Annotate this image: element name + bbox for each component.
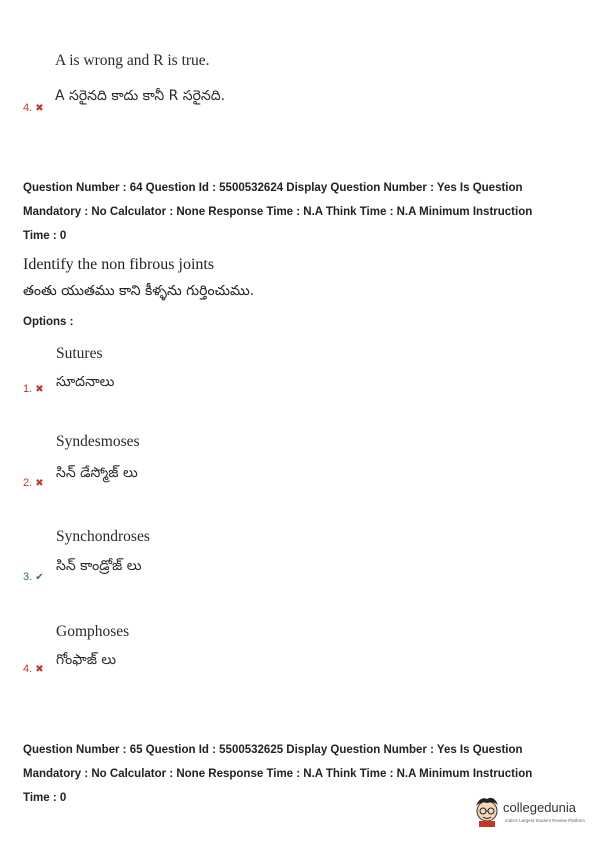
wrong-icon: ✖ [35,478,44,489]
option-1-te: సూదనాలు [56,374,115,390]
mascot-icon [472,793,502,827]
logo-name: collegedunia [503,800,577,815]
option-4-number [23,663,44,675]
option-3-te: సిన్ కాండ్రోజ్ లు [56,558,142,574]
option-4-te: గోంఫాజ్ లు [56,652,117,668]
option-number: 4. [23,102,33,114]
option-3-en: Synchondroses [56,528,150,545]
collegedunia-logo [472,793,590,833]
question-64-meta [23,176,583,248]
question-64-text-te: తంతు యుతము కాని కీళ్ళను గుర్తించుము. [23,283,255,299]
question-64-text-en: Identify the non fibrous joints [23,256,215,273]
meta-line: Mandatory : No Calculator : None Response Time : N.A Think Time : N.A Minimum Instruction [23,206,533,218]
check-icon: ✔ [35,572,44,583]
option-number: 3. [23,571,33,583]
option-4-en: Gomphoses [56,623,130,640]
option-number: 2. [23,477,33,489]
option-2-te: సిన్ డేస్మోజ్ లు [56,465,138,481]
option-1-number [23,383,44,395]
prev-option-te: A సరైనది కాదు కానీ R సరైనది. [55,88,226,104]
prev-option-en: A is wrong and R is true. [55,52,210,69]
option-2-number [23,477,44,489]
option-2-en: Syndesmoses [56,433,140,450]
meta-line: Question Number : 64 Question Id : 5500532624 Display Question Number : Yes Is Question [23,182,523,194]
options-label: Options : [23,316,74,328]
option-3-number [23,571,44,583]
option-number: 4. [23,663,33,675]
meta-line: Time : 0 [23,230,67,242]
prev-option-number [23,102,44,114]
meta-line: Time : 0 [23,792,67,804]
meta-line: Mandatory : No Calculator : None Response Time : N.A Think Time : N.A Minimum Instruction [23,768,533,780]
wrong-icon: ✖ [35,103,44,114]
wrong-icon: ✖ [35,664,44,675]
logo-tagline: India's Largest Student Review Platform [505,818,585,823]
wrong-icon: ✖ [35,384,44,395]
meta-line: Question Number : 65 Question Id : 5500532625 Display Question Number : Yes Is Question [23,744,523,756]
option-1-en: Sutures [56,345,103,362]
option-number: 1. [23,383,33,395]
